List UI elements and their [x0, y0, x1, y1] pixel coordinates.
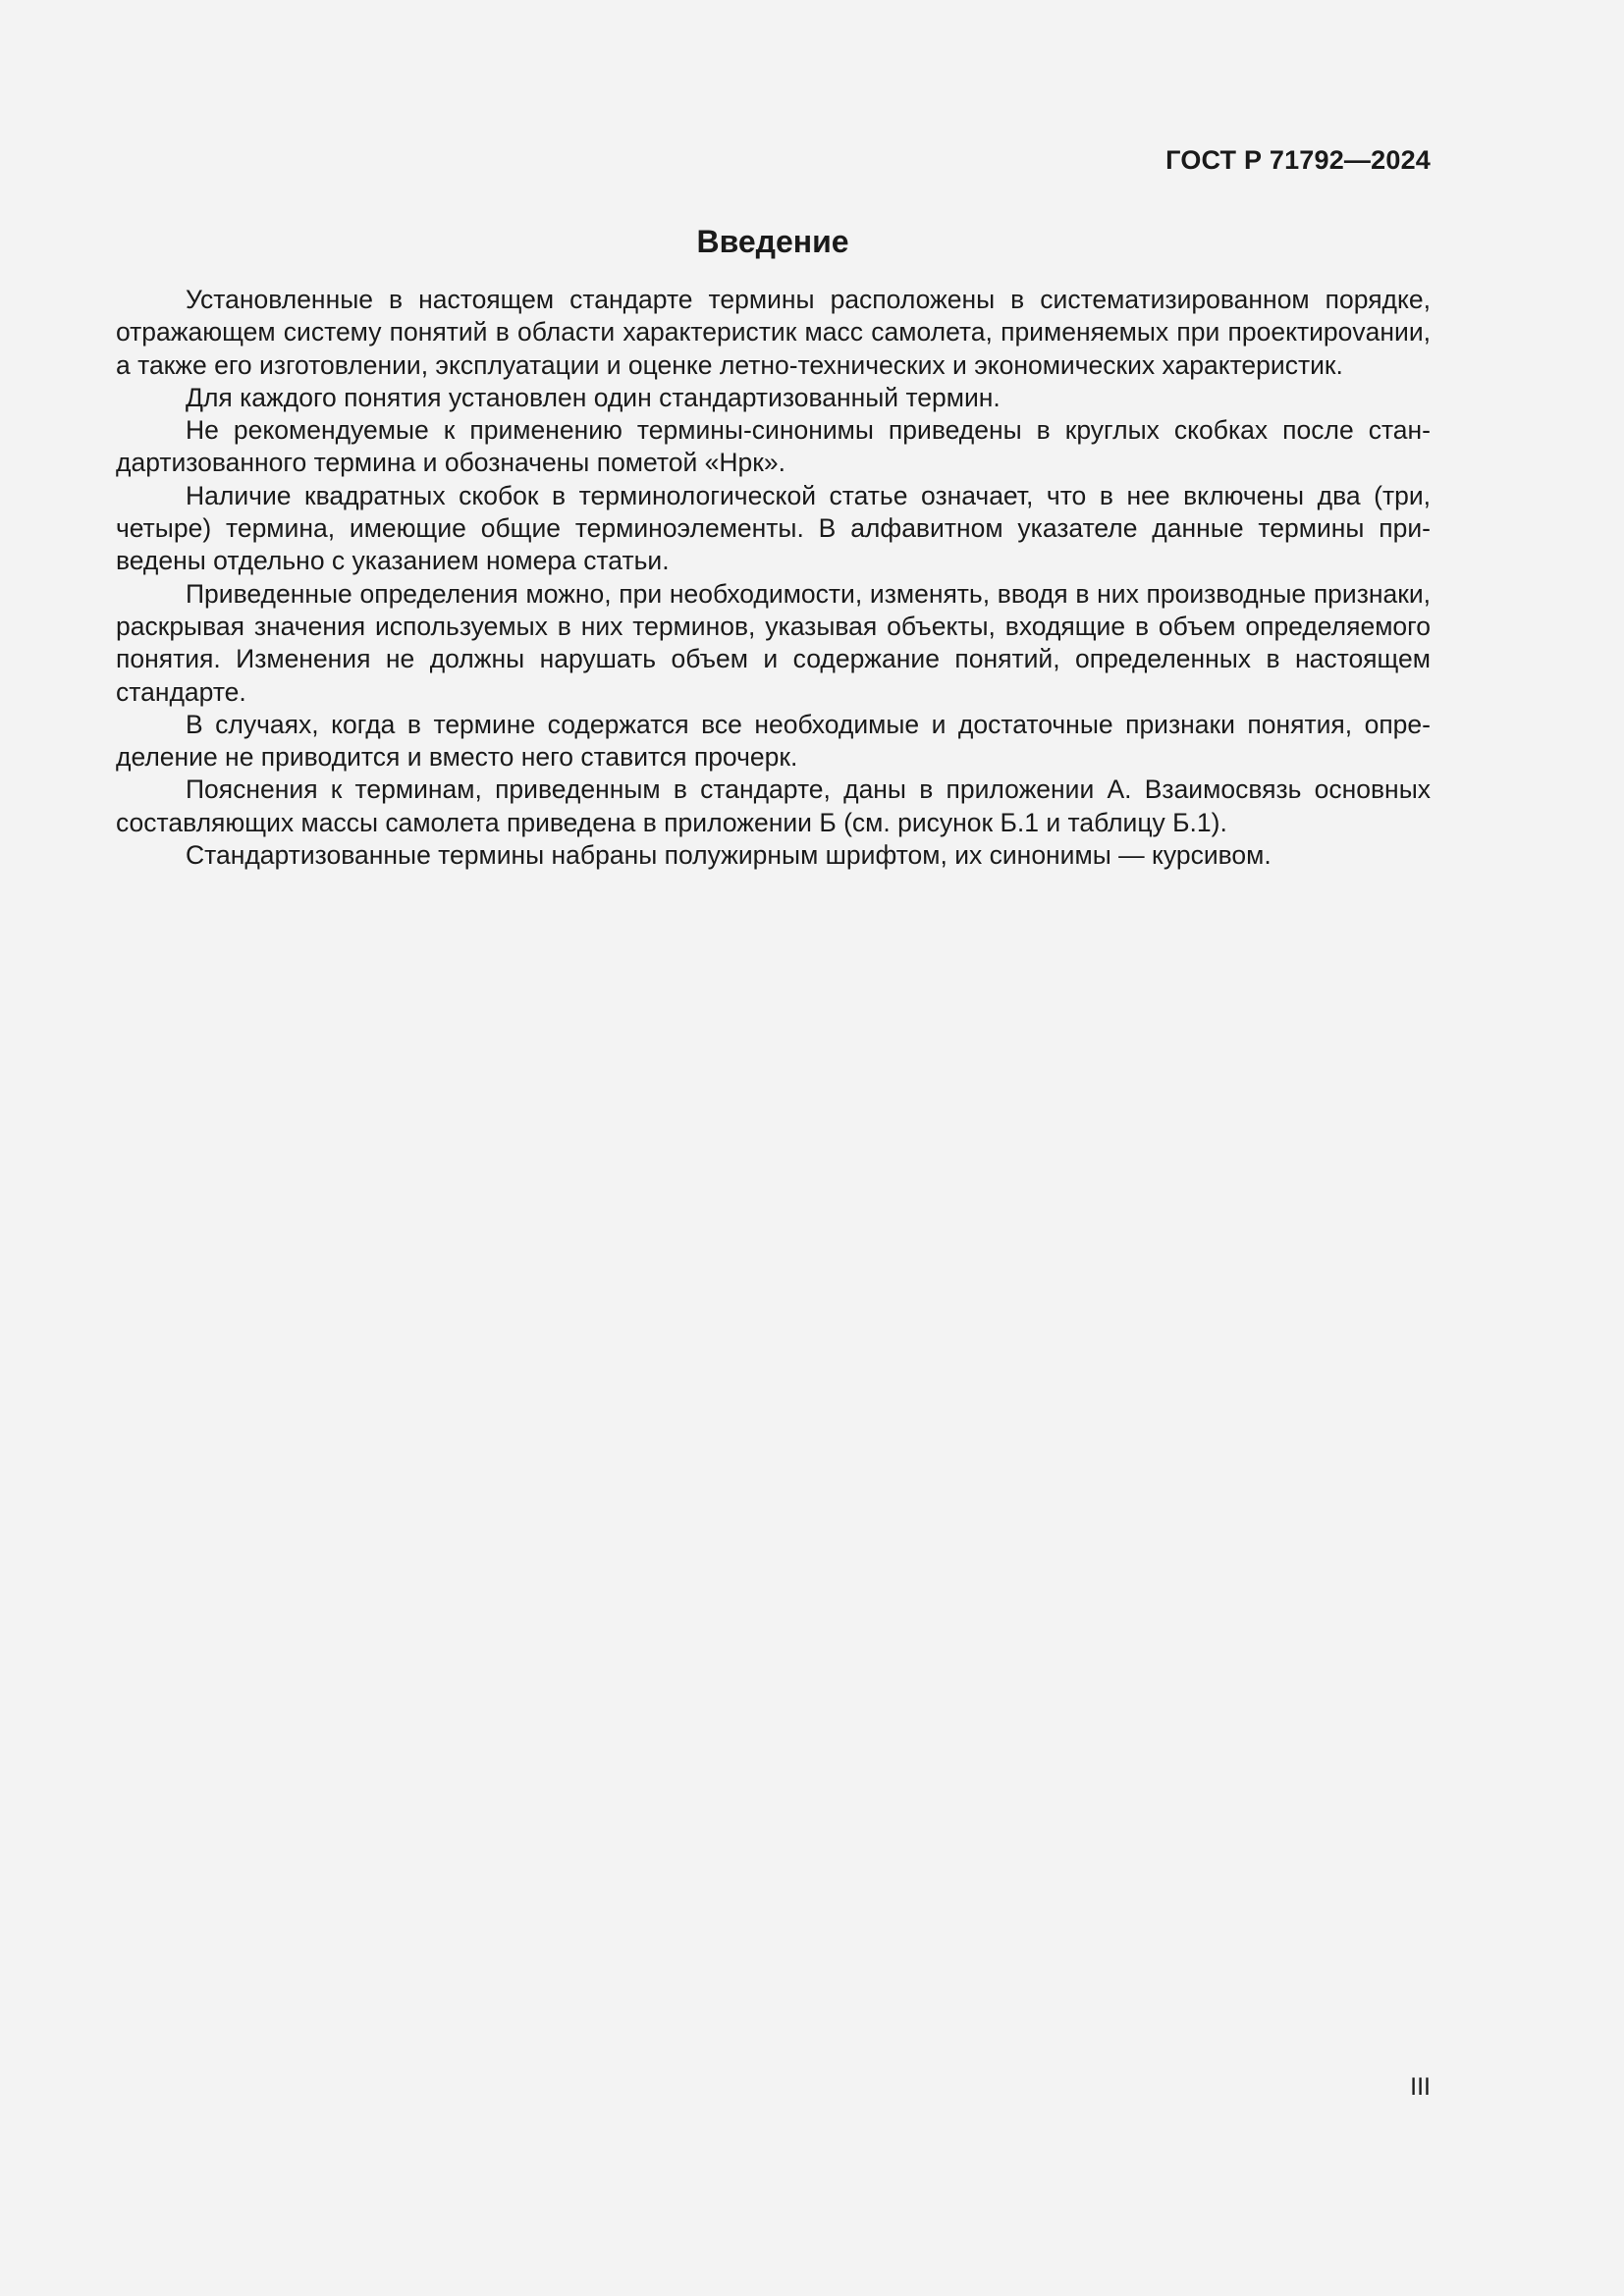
paragraph: В случаях, когда в термине содержатся все необходимые и достаточные признаки понятия, определение не приводится и вместо него ставится прочерк. [116, 709, 1431, 773]
paragraph: Пояснения к терминам, приведенным в стандарте, даны в приложении А. Взаимосвязь основных составляющих массы самолета приведена в приложении Б (см. рисунок Б.1 и таблицу Б.1). [116, 774, 1431, 837]
paragraph: Не рекомендуемые к применению термины-синонимы приведены в круглых скобках после стандартизованного термина и обозначены пометой «Нрк». [116, 415, 1431, 478]
paragraph: Для каждого понятия установлен один стандартизованный термин. [186, 382, 1001, 412]
section-title: Введение [696, 224, 849, 259]
paragraph: Стандартизованные термины набраны полужирным шрифтом, их синонимы — курсивом. [186, 840, 1272, 871]
introduction-text [116, 284, 1431, 872]
paragraph: Установленные в настоящем стандарте термины расположены в систематизированном порядке, отражающем систему понятий в области характеристик масс самолета, применяемых при проектироvании, а также его изготовлении, эксплуатации и оценке летно-технических и экономических характеристик. [116, 285, 1431, 380]
document-code: ГОСТ Р 71792—2024 [1165, 145, 1431, 175]
page-number: III [1410, 2073, 1431, 2101]
paragraph: Приведенные определения можно, при необходимости, изменять, вводя в них производные признаки, раскрывая значения используемых в них терминов, указывая объекты, входящие в объем определяемого понятия. Изменения не должны нарушать объем и содержание понятий, определенных в настоящем стандарте. [116, 578, 1431, 707]
paragraph: Наличие квадратных скобок в терминологической статье означает, что в нее включены два (три, четыре) термина, имеющие общие терминоэлементы. В алфавитном указателе данные термины приведены отдельно с указанием номера статьи. [116, 480, 1431, 576]
